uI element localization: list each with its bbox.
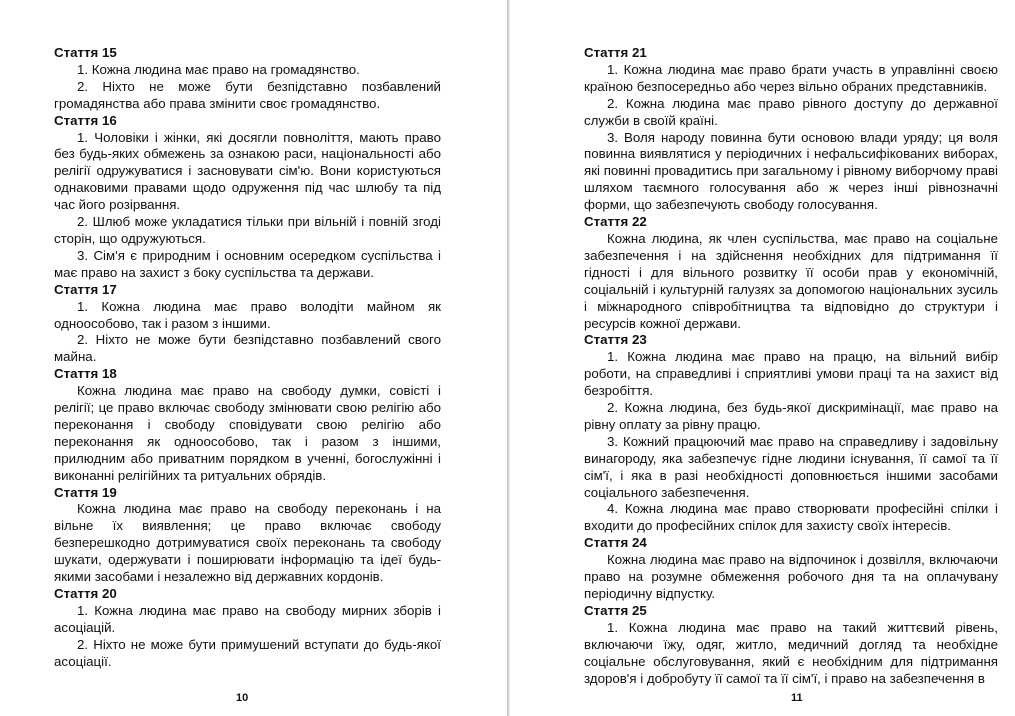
- article-title: Стаття 22: [584, 214, 647, 230]
- article-title: Стаття 19: [54, 484, 117, 500]
- article-paragraph: Кожна людина, як член суспільства, має право на соціальне забезпечення і на здійснення необхідних для підтримання її гідності і для вільного розвитку її особи прав у економічній, соціальній і культурній галузях за допомогою національних зусиль і міжнародного співробітництва та відповідно до структури і ресурсів кожної держави.: [584, 230, 998, 331]
- article-title: Стаття 16: [54, 112, 117, 128]
- article-paragraph: 3. Сім'я є природним і основним осередком суспільства і має право на захист з боку суспільства та держави.: [54, 247, 441, 280]
- right-page: [510, 0, 1015, 716]
- article-paragraph: 1. Кожна людина має право на працю, на вільний вибір роботи, на справедливі і сприятливі умови праці та на захист від безробіття.: [584, 349, 998, 399]
- article-title: Стаття 17: [54, 281, 117, 297]
- article-paragraph: 2. Кожна людина, без будь-якої дискримінації, має право на рівну оплату за рівну працю.: [584, 400, 998, 432]
- article-paragraph: 2. Ніхто не може бути примушений вступати до будь-якої асоціації.: [54, 636, 441, 669]
- article-paragraph: 1. Кожна людина має право на такий життєвий рівень, включаючи їжу, одяг, житло, медичний догляд та необхідне соціальне обслуговування, який є необхідним для підтримання здоров'я і добробуту її самої та її сім'ї, і право на забезпечення в: [584, 619, 998, 686]
- page-number-right: 11: [791, 692, 803, 704]
- article-title: Стаття 15: [54, 45, 117, 60]
- article-paragraph: 1. Кожна людина має право брати участь в управлінні своєю країною безпосередньо або через вільно обраних представників.: [584, 61, 998, 94]
- article-title: Стаття 20: [54, 586, 117, 601]
- article-title: Стаття 25: [584, 602, 647, 618]
- article-title: Стаття 23: [584, 332, 647, 348]
- article-paragraph: 1. Чоловіки і жінки, які досягли повноліття, мають право без будь-яких обмежень за ознакою раси, національності або релігії одружуватися і засновувати сім'ю. Вони користуються однаковими правами щодо одруження під час шлюбу та під час його розірвання.: [54, 129, 441, 213]
- article-paragraph: 4. Кожна людина має право створювати професійні спілки і входити до професійних спілок для захисту своїх інтересів.: [584, 501, 998, 534]
- article-paragraph: Кожна людина має право на відпочинок і дозвілля, включаючи право на розумне обмеження робочого дня та на оплачувану періодичну відпустку.: [584, 552, 998, 601]
- article-paragraph: 3. Кожний працюючий має право на справедливу і задовільну винагороду, яка забезпечує гідне людини існування, її самої та її сім'ї, і яка в разі необхідності доповнюється іншими засобами соціального забезпечення.: [584, 433, 998, 500]
- right-page-text: [584, 45, 998, 687]
- left-page: [0, 0, 507, 716]
- article-paragraph: Кожна людина має право на свободу думки, совісті і релігії; це право включає свободу змінювати свою релігію або переконання і свободу сповідувати свою релігію або переконання як одноособово, так і разом з іншими, прилюдним або приватним порядком в ученні, богослужінні і виконанні релігійних та ритуальних обрядів.: [54, 383, 441, 483]
- article-paragraph: Кожна людина має право на свободу переконань і на вільне їх виявлення; це право включає свободу безперешкодно дотримуватися своїх переконань та свободу шукати, одержувати і поширювати інформацію та ідеї будь-якими засобами і незалежно від державних кордонів.: [54, 501, 441, 585]
- article-paragraph: 1. Кожна людина має право на громадянство.: [77, 61, 360, 77]
- page-number-left: 10: [236, 692, 249, 704]
- article-paragraph: 1. Кожна людина має право на свободу мирних зборів і асоціацій.: [54, 602, 441, 635]
- article-paragraph: 2. Ніхто не може бути безпідставно позбавлений громадянства або права змінити своє громадянство.: [54, 78, 441, 111]
- article-paragraph: 1. Кожна людина має право володіти майном як одноособово, так і разом з іншими.: [54, 298, 441, 331]
- article-paragraph: 2. Шлюб може укладатися тільки при вільній і повній згоді сторін, що одружуються.: [54, 214, 441, 246]
- article-title: Стаття 24: [584, 535, 647, 551]
- article-title: Стаття 18: [54, 366, 117, 382]
- left-page-text: [54, 45, 441, 671]
- article-title: Стаття 21: [584, 45, 647, 60]
- article-paragraph: 2. Ніхто не може бути безпідставно позбавлений свого майна.: [54, 332, 441, 365]
- article-paragraph: 3. Воля народу повинна бути основою влади уряду; ця воля повинна виявлятися у періодичних і нефальсифікованих виборах, які повинні провадитись при загальному і рівному виборчому праві шляхом таємного голосування або ж через інші рівнозначні форми, що забезпечують свободу голосування.: [584, 129, 998, 213]
- article-paragraph: 2. Кожна людина має право рівного доступу до державної служби в своїй країні.: [584, 95, 998, 128]
